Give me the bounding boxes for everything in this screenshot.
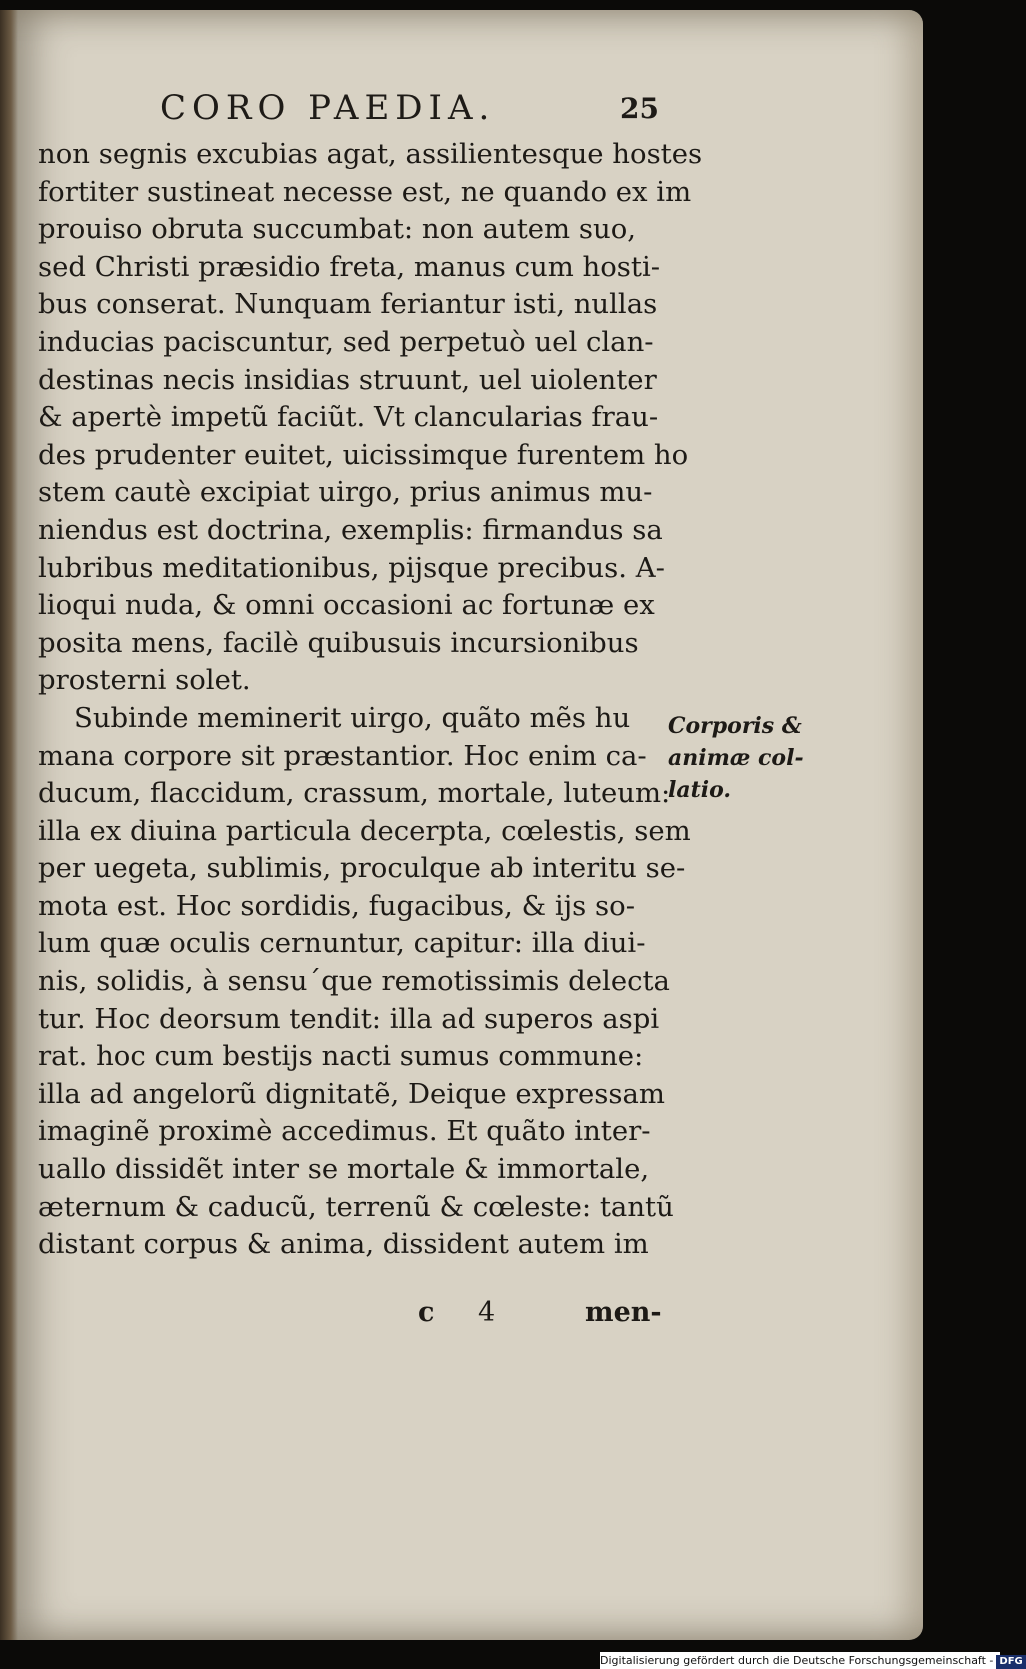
text-line: æternum & caducũ, terrenũ & cœleste: tantũ bbox=[38, 1190, 674, 1223]
text-line: illa ad angelorũ dignitatẽ, Deique expressam bbox=[38, 1077, 665, 1110]
text-line: nis, solidis, à sensu´que remotissimis delecta bbox=[38, 965, 670, 998]
text-line: uallo dissidẽt inter se mortale & immortale, bbox=[38, 1153, 650, 1186]
text-line: tur. Hoc deorsum tendit: illa ad superos aspi bbox=[38, 1002, 660, 1035]
text-line: niendus est doctrina, exemplis: firmandus sa bbox=[38, 513, 663, 546]
text-line: & apertè impetũ faciũt. Vt clancularias frau- bbox=[38, 401, 659, 434]
signature-number: 4 bbox=[478, 1297, 496, 1328]
marginal-note-line: Corporis & bbox=[668, 713, 802, 739]
text-line: lioqui nuda, & omni occasioni ac fortunæ ex bbox=[38, 589, 655, 622]
text-line: distant corpus & anima, dissident autem im bbox=[38, 1228, 649, 1261]
text-line: Subinde meminerit uirgo, quãto mẽs hu bbox=[74, 701, 631, 734]
catchword: men- bbox=[585, 1297, 662, 1328]
marginal-note-line: animæ col- bbox=[668, 745, 804, 771]
running-title: CORO PAEDIA. bbox=[160, 88, 496, 128]
text-line: mota est. Hoc sordidis, fugacibus, & ijs so- bbox=[38, 889, 635, 922]
credit-text: Digitalisierung gefördert durch die Deutsche Forschungsgemeinschaft - bbox=[600, 1654, 994, 1667]
digitization-credit bbox=[600, 1652, 1023, 1669]
marginal-note-line: latio. bbox=[668, 777, 732, 803]
text-line: non segnis excubias agat, assilientesque hostes bbox=[38, 138, 703, 170]
text-line: imaginẽ proximè accedimus. Et quãto inter- bbox=[38, 1115, 651, 1148]
text-line: illa ex diuina particula decerpta, cœlestis, sem bbox=[38, 814, 691, 847]
signature-mark: c bbox=[418, 1297, 435, 1328]
text-line: sed Christi præsidio freta, manus cum hosti- bbox=[38, 250, 661, 283]
text-line: bus conserat. Nunquam feriantur isti, nullas bbox=[38, 288, 658, 321]
text-line: rat. hoc cum bestijs nacti sumus commune: bbox=[38, 1040, 644, 1073]
marginal-note bbox=[668, 710, 808, 806]
text-line: lum quæ oculis cernuntur, capitur: illa diui- bbox=[38, 927, 646, 960]
text-line: destinas necis insidias struunt, uel uiolenter bbox=[38, 363, 657, 396]
text-line: per uegeta, sublimis, proculque ab interitu se- bbox=[38, 852, 686, 885]
text-line: ducum, flaccidum, crassum, mortale, luteum: bbox=[38, 777, 671, 810]
page-number: 25 bbox=[620, 92, 659, 125]
text-line: posita mens, facilè quibusuis incursionibus bbox=[38, 626, 639, 659]
text-line: lubribus meditationibus, pijsque precibus. A- bbox=[38, 551, 665, 584]
text-line: des prudenter euitet, uicissimque furentem ho bbox=[38, 438, 689, 471]
text-line: fortiter sustineat necesse est, ne quando ex im bbox=[38, 175, 692, 208]
text-line: prosterni solet. bbox=[38, 664, 251, 697]
text-line: prouiso obruta succumbat: non autem suo, bbox=[38, 213, 636, 246]
text-line: mana corpore sit præstantior. Hoc enim ca- bbox=[38, 739, 647, 772]
text-line: inducias paciscuntur, sed perpetuò uel clan- bbox=[38, 325, 654, 358]
book-spine bbox=[0, 10, 18, 1640]
text-line: stem cautè excipiat uirgo, prius animus mu- bbox=[38, 476, 653, 509]
dfg-logo: DFG bbox=[996, 1655, 1025, 1669]
